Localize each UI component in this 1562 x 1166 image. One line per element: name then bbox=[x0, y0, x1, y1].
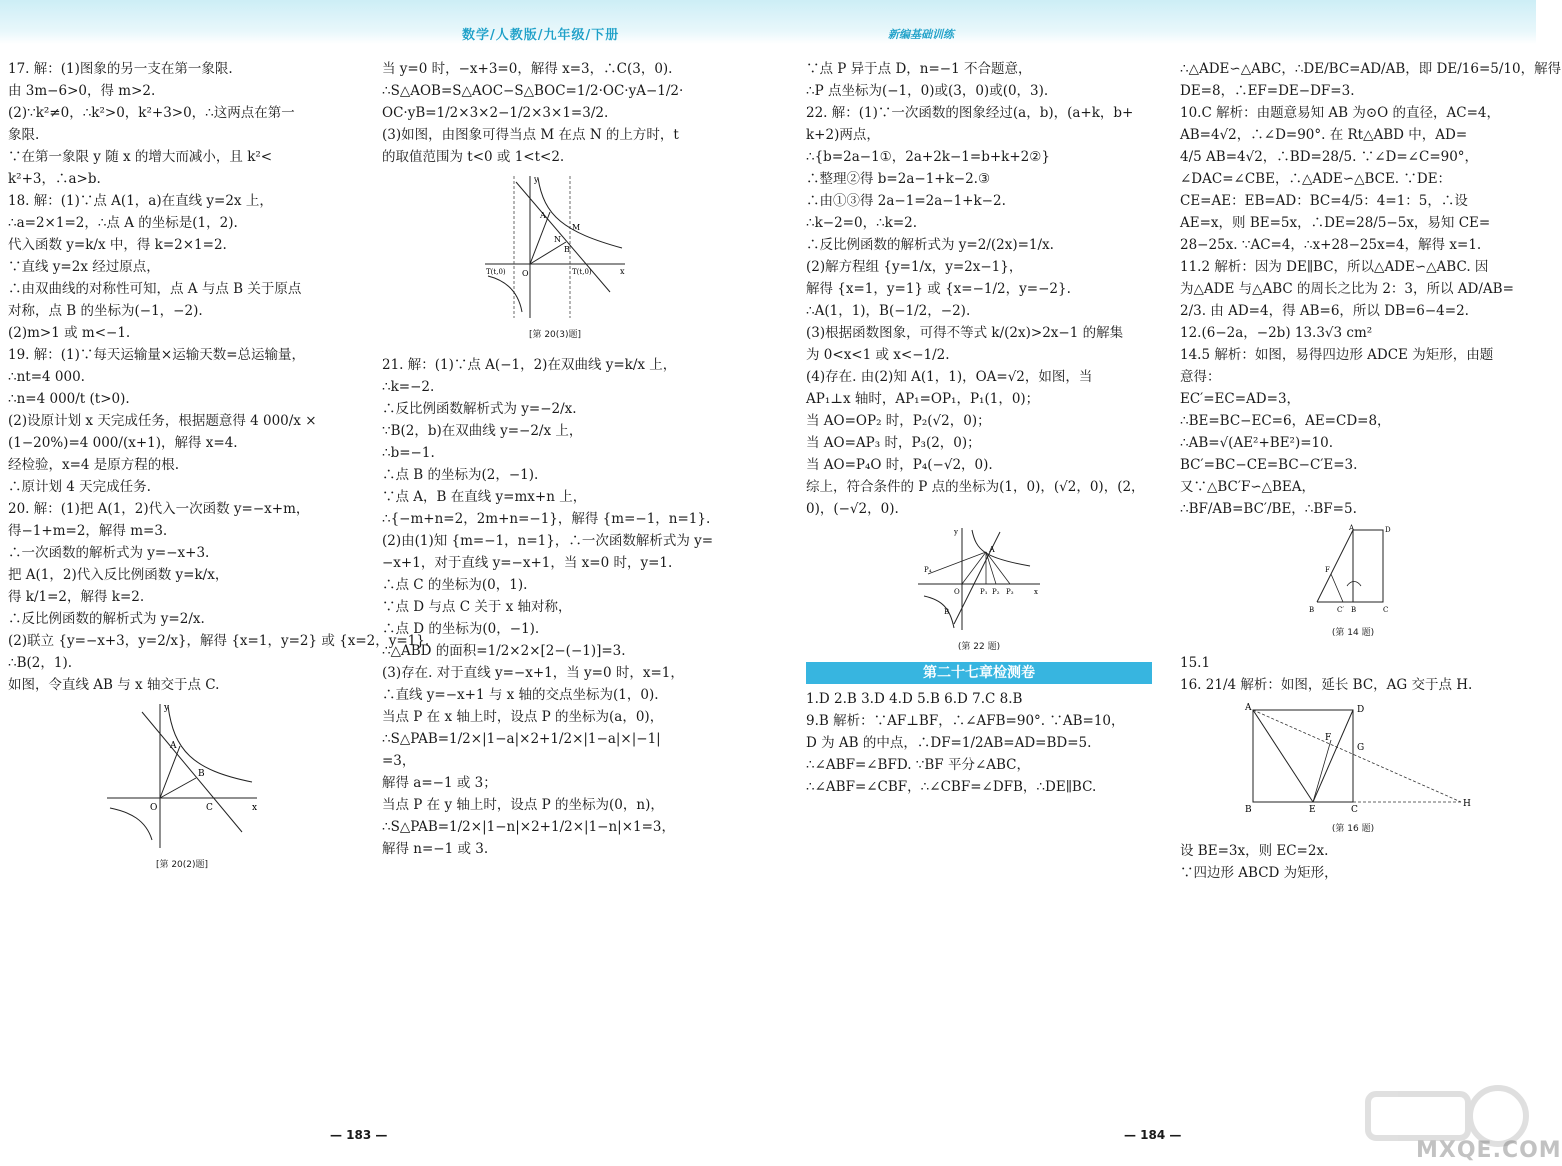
text-line: 当 AO=OP₂ 时，P₂(√2，0)； bbox=[806, 413, 991, 429]
extension-ag bbox=[1253, 710, 1461, 802]
text-line: EC′=EC=AD=3， bbox=[1180, 391, 1301, 407]
text-line: 把 A(1，2)代入反比例函数 y=k/x， bbox=[8, 567, 229, 583]
text-line: 18. 解：(1)∵点 A(1，a)在直线 y=2x 上， bbox=[8, 193, 273, 209]
label-p1: P₁ bbox=[980, 588, 988, 596]
text-line: ∴{b=2a−1①，2a+2k−1=b+k+2②} bbox=[806, 149, 1050, 165]
text-line: D 为 AB 的中点，∴DF=1/2AB=AD=BD=5. bbox=[806, 735, 1092, 751]
text-line: 0)，(−√2，0). bbox=[806, 501, 899, 517]
text-line: 11.2 解析：因为 DE∥BC，所以△ADE∽△ABC. 因 bbox=[1180, 259, 1489, 275]
text-line: 当点 P 在 x 轴上时，设点 P 的坐标为(a，0)， bbox=[382, 709, 664, 725]
text-line: 象限. bbox=[8, 127, 40, 143]
text-line: AE=x，则 BE=5x，∴DE=28/5−5x，易知 CE= bbox=[1180, 215, 1491, 231]
figure-16 bbox=[1233, 700, 1473, 816]
text-line: ∴{−m+n=2，2m+n=−1}，解得 {m=−1，n=1}. bbox=[382, 511, 711, 527]
label-t2: T(t,0) bbox=[572, 268, 592, 276]
text-line: ∴由①③得 2a−1=2a−1+k−2. bbox=[806, 193, 1006, 209]
label-o: O bbox=[954, 588, 960, 596]
label-b: B bbox=[198, 769, 205, 779]
caption-20-3: [第 20(3)题] bbox=[528, 330, 582, 340]
text-line: 设 BE=3x，则 EC=2x. bbox=[1180, 843, 1329, 859]
label-o: O bbox=[522, 269, 529, 278]
text-line: 解得 n=−1 或 3. bbox=[382, 841, 489, 857]
text-line: ∵四边形 ABCD 为矩形， bbox=[1180, 865, 1338, 881]
header-title: 数学/人教版/九年级/下册 bbox=[462, 28, 620, 43]
text-line: 2/3. 由 AD=4，得 AB=6，所以 DB=6−4=2. bbox=[1180, 303, 1469, 319]
watermark-text: MXQE.COM bbox=[1416, 1138, 1562, 1163]
text-line: k+2)两点， bbox=[806, 127, 880, 143]
text-line: ∴∠ABF=∠BFD. ∵BF 平分∠ABC， bbox=[806, 757, 1031, 773]
label-a: A bbox=[989, 545, 995, 554]
label-a: A bbox=[1245, 703, 1252, 713]
label-x: x bbox=[252, 803, 258, 813]
text-line: ∴k=−2. bbox=[382, 379, 435, 395]
text-line: (2)由(1)知 {m=−1，n=1}，∴一次函数解析式为 y= bbox=[382, 533, 714, 549]
text-line: 10.C 解析：由题意易知 AB 为⊙O 的直径，AC=4， bbox=[1180, 105, 1500, 121]
label-o: O bbox=[150, 803, 158, 813]
label-a: A bbox=[170, 741, 177, 751]
label-g: G bbox=[1357, 743, 1365, 753]
column-4 bbox=[1180, 58, 1562, 884]
label-x: x bbox=[1034, 588, 1038, 596]
text-line: DE=8，∴EF=DE−DF=3. bbox=[1180, 83, 1355, 99]
segment-ob bbox=[160, 778, 196, 798]
text-line: 解得 a=−1 或 3； bbox=[382, 775, 497, 791]
text-line: ∵点 D 与点 C 关于 x 轴对称， bbox=[382, 599, 572, 615]
label-b: B bbox=[944, 608, 950, 616]
label-a: A bbox=[1349, 524, 1355, 532]
text-line: 9.B 解析：∵AF⊥BF，∴∠AFB=90°. ∵AB=10， bbox=[806, 713, 1125, 729]
text-line: ∴△ADE∽△ABC，∴DE/BC=AD/AB，即 DE/16=5/10，解得 bbox=[1180, 61, 1562, 77]
text-line: ∴点 C 的坐标为(0，1). bbox=[382, 577, 528, 593]
hyperbola-branch bbox=[168, 706, 252, 782]
text-line: 得 k/1=2，解得 k=2. bbox=[8, 589, 145, 605]
text-line: (3)根据函数图象，可得不等式 k/(2x)>2x−1 的解集 bbox=[806, 325, 1124, 341]
text-line: ∴反比例函数解析式为 y=−2/x. bbox=[382, 401, 577, 417]
caption-14: (第 14 题) bbox=[1331, 628, 1375, 638]
text-line: ∴点 D 的坐标为(0，−1). bbox=[382, 621, 540, 637]
text-line: −x+1，对于直线 y=−x+1，当 x=0 时，y=1. bbox=[382, 555, 673, 571]
text-line: ∴S△PAB=1/2×|1−n|×2+1/2×|1−n|×1=3， bbox=[382, 819, 676, 835]
label-y: y bbox=[164, 703, 170, 713]
figure-20-2 bbox=[102, 700, 262, 852]
rectangle-adce bbox=[1353, 530, 1383, 602]
text-line: ∵直线 y=2x 经过原点， bbox=[8, 259, 160, 275]
text-line: 如图，令直线 AB 与 x 轴交于点 C. bbox=[8, 677, 220, 693]
text-line: ∴nt=4 000. bbox=[8, 369, 85, 385]
text-line: 为 0<x<1 或 x<−1/2. bbox=[806, 347, 950, 363]
hyperbola-branch bbox=[538, 178, 622, 248]
text-line: 15.1 bbox=[1180, 655, 1211, 671]
label-n: N bbox=[554, 235, 561, 244]
text-line: (2)m>1 或 m<−1. bbox=[8, 325, 131, 341]
text-line: ∴S△PAB=1/2×|1−a|×2+1/2×|1−a|×|−1| bbox=[382, 731, 661, 747]
text-line: ∴直线 y=−x+1 与 x 轴的交点坐标为(1，0). bbox=[382, 687, 659, 703]
text-line: CE=AE：EB=AD：BC=4/5：4=1：5，∴设 bbox=[1180, 193, 1468, 209]
text-line: ∠DAC=∠CBE，∴△ADE∽△BCE. ∵DE： bbox=[1180, 171, 1452, 187]
segment-ae bbox=[1253, 710, 1313, 802]
fold-arrow bbox=[1347, 582, 1361, 587]
page-number-left: — 183 — bbox=[330, 1128, 388, 1142]
text-line: ∴由双曲线的对称性可知，点 A 与点 B 关于原点 bbox=[8, 281, 302, 297]
text-line: ∵B(2，b)在双曲线 y=−2/x 上， bbox=[382, 423, 583, 439]
column-3 bbox=[806, 58, 1152, 798]
label-b: B bbox=[1309, 606, 1315, 614]
text-line: ∴反比例函数的解析式为 y=2/x. bbox=[8, 611, 205, 627]
text-line: 1.D 2.B 3.D 4.D 5.B 6.D 7.C 8.B bbox=[806, 691, 1023, 707]
text-line: 由 3m−6>0，得 m>2. bbox=[8, 83, 156, 99]
label-p3: P₃ bbox=[1006, 588, 1014, 596]
rectangle-abcd bbox=[1253, 710, 1353, 802]
label-c: C bbox=[206, 803, 213, 813]
text-line: OC·yB=1/2×3×2−1/2×3×1=3/2. bbox=[382, 105, 609, 121]
text-line: 12.(6−2a，−2b) 13.3√3 cm² bbox=[1180, 325, 1373, 341]
text-line: 4/5 AB=4√2，∴BD=28/5. ∵∠D=∠C=90°， bbox=[1180, 149, 1479, 165]
hyperbola-branch bbox=[488, 276, 522, 312]
text-line: ∵在第一象限 y 随 x 的增大而减小，且 k²< bbox=[8, 149, 273, 165]
text-line: (3)存在. 对于直线 y=−x+1，当 y=0 时，x=1， bbox=[382, 665, 684, 681]
text-line: ∵点 A，B 在直线 y=mx+n 上， bbox=[382, 489, 587, 505]
text-line: ∴BE=BC−EC=6，AE=CD=8， bbox=[1180, 413, 1391, 429]
text-line: ∴n=4 000/t (t>0). bbox=[8, 391, 130, 407]
text-line: ∴一次函数的解析式为 y=−x+3. bbox=[8, 545, 210, 561]
figure-22 bbox=[914, 524, 1044, 634]
text-line: 综上，符合条件的 P 点的坐标为(1，0)，(√2，0)，(2， bbox=[806, 479, 1145, 495]
text-line: ∵点 P 异于点 D，n=−1 不合题意， bbox=[806, 61, 1032, 77]
text-line: =3， bbox=[382, 753, 416, 769]
text-line: AP₁⊥x 轴时，AP₁=OP₁，P₁(1，0)； bbox=[806, 391, 1040, 407]
label-d: D bbox=[1357, 705, 1365, 715]
text-line: 当 AO=AP₃ 时，P₃(2，0)； bbox=[806, 435, 981, 451]
label-p4: P₄ bbox=[924, 566, 932, 574]
header-band bbox=[0, 0, 1536, 44]
text-line: ∴k−2=0，∴k=2. bbox=[806, 215, 918, 231]
label-m: M bbox=[572, 223, 581, 232]
label-f: F bbox=[1325, 566, 1330, 574]
label-t1: T(t,0) bbox=[486, 268, 506, 276]
label-b: B bbox=[1245, 805, 1252, 815]
label-b: B bbox=[564, 245, 570, 254]
text-line: ∴S△AOB=S△AOC−S△BOC=1/2·OC·yA−1/2· bbox=[382, 83, 684, 99]
text-line: ∴a=2×1=2，∴点 A 的坐标是(1，2). bbox=[8, 215, 238, 231]
label-e: E bbox=[1309, 805, 1316, 815]
label-x: x bbox=[620, 267, 625, 276]
text-line: (3)如图，由图象可得当点 M 在点 N 的上方时，t bbox=[382, 127, 679, 143]
column-1 bbox=[8, 58, 430, 876]
label-a: A bbox=[540, 211, 546, 220]
segment-fc bbox=[1331, 574, 1343, 602]
text-line: 当 y=0 时，−x+3=0，解得 x=3，∴C(3，0). bbox=[382, 61, 673, 77]
segment-oa bbox=[160, 746, 180, 798]
caption-20-2: [第 20(2)题] bbox=[155, 860, 209, 870]
segment-ob bbox=[530, 242, 566, 264]
text-line: 经检验，x=4 是原方程的根. bbox=[8, 457, 180, 473]
text-line: 16. 21/4 解析：如图，延长 BC，AG 交于点 H. bbox=[1180, 677, 1473, 693]
text-line: 22. 解：(1)∵一次函数的图象经过(a，b)，(a+k，b+ bbox=[806, 105, 1134, 121]
text-line: 当点 P 在 y 轴上时，设点 P 的坐标为(0，n)， bbox=[382, 797, 664, 813]
hyperbola-branch bbox=[110, 808, 152, 840]
caption-22: (第 22 题) bbox=[957, 642, 1001, 652]
text-line: ∴B(2，1). bbox=[8, 655, 73, 671]
text-line: 的取值范围为 t<0 或 1<t<2. bbox=[382, 149, 565, 165]
text-line: ∴整理②得 b=2a−1+k−2.③ bbox=[806, 171, 991, 187]
text-line: (2)解方程组 {y=1/x，y=2x−1}， bbox=[806, 259, 1023, 275]
text-line: 19. 解：(1)∵每天运输量×运输天数=总运输量， bbox=[8, 347, 306, 363]
text-line: 17. 解：(1)图象的另一支在第一象限. bbox=[8, 61, 233, 77]
label-p2: P₂ bbox=[992, 588, 1000, 596]
hyperbola-branch bbox=[972, 530, 1030, 566]
text-line: ∴点 B 的坐标为(2，−1). bbox=[382, 467, 539, 483]
text-line: (4)存在. 由(2)知 A(1，1)，OA=√2，如图，当 bbox=[806, 369, 1093, 385]
text-line: (2)∵k²≠0，∴k²>0，k²+3>0，∴这两点在第一 bbox=[8, 105, 295, 121]
label-h: H bbox=[1463, 799, 1471, 809]
text-line: 20. 解：(1)把 A(1，2)代入一次函数 y=−x+m， bbox=[8, 501, 310, 517]
text-line: 意得： bbox=[1180, 369, 1221, 385]
segment-ap3 bbox=[986, 552, 1010, 584]
text-line: ∴△ABD 的面积=1/2×2×[2−(−1)]=3. bbox=[382, 643, 626, 659]
text-line: AB=4√2，∴∠D=90°. 在 Rt△ABD 中，AD= bbox=[1180, 127, 1468, 143]
text-line: 解得 {x=1，y=1} 或 {x=−1/2，y=−2}. bbox=[806, 281, 1071, 297]
text-line: 又∵△BC′F∽△BEA， bbox=[1180, 479, 1316, 495]
text-line: (1−20%)=4 000/(x+1)，解得 x=4. bbox=[8, 435, 238, 451]
text-line: 当 AO=P₄O 时，P₄(−√2，0). bbox=[806, 457, 993, 473]
text-line: ∴∠ABF=∠CBF，∴∠CBF=∠DFB，∴DE∥BC. bbox=[806, 779, 1097, 795]
label-y: y bbox=[954, 528, 958, 536]
text-line: ∴AB=√(AE²+BE²)=10. bbox=[1180, 435, 1334, 451]
label-y: y bbox=[534, 175, 539, 184]
text-line: ∴BF/AB=BC′/BE，∴BF=5. bbox=[1180, 501, 1357, 517]
text-line: 代入函数 y=k/x 中，得 k=2×1=2. bbox=[8, 237, 227, 253]
segment-ab bbox=[1317, 530, 1353, 602]
label-cprime: C′ bbox=[1337, 606, 1344, 614]
label-c: C bbox=[1383, 606, 1389, 614]
label-d: D bbox=[1385, 526, 1391, 534]
text-line: 21. 解：(1)∵点 A(−1，2)在双曲线 y=k/x 上， bbox=[382, 357, 677, 373]
label-c: C bbox=[1351, 805, 1358, 815]
text-line: ∴A(1，1)，B(−1/2，−2). bbox=[806, 303, 971, 319]
text-line: 28−25x. ∵AC=4，∴x+28−25x=4，解得 x=1. bbox=[1180, 237, 1482, 253]
text-line: 14.5 解析：如图，易得四边形 ADCE 为矩形，由题 bbox=[1180, 347, 1494, 363]
hyperbola-branch bbox=[924, 596, 954, 628]
text-line: (2)设原计划 x 天完成任务，根据题意得 4 000/x × bbox=[8, 413, 317, 429]
caption-16: (第 16 题) bbox=[1331, 824, 1375, 834]
text-line: (2)联立 {y=−x+3，y=2/x}，解得 {x=1，y=2} 或 {x=2，y=1}. bbox=[8, 633, 430, 649]
segment-ef bbox=[1313, 740, 1331, 802]
text-line: 得−1+m=2，解得 m=3. bbox=[8, 523, 168, 539]
text-line: 为△ADE 与△ABC 的周长之比为 2：3，所以 AD/AB= bbox=[1180, 281, 1514, 297]
label-e: B bbox=[1351, 606, 1357, 614]
label-f: F bbox=[1325, 733, 1332, 743]
header-series: 新编基础训练 bbox=[888, 28, 954, 41]
text-line: ∴P 点坐标为(−1，0)或(3，0)或(0，3). bbox=[806, 83, 1049, 99]
page-number-right: — 184 — bbox=[1124, 1128, 1182, 1142]
text-line: 对称，点 B 的坐标为(−1，−2). bbox=[8, 303, 203, 319]
text-line: BC′=BC−CE=BC−C′E=3. bbox=[1180, 457, 1358, 473]
line-ab bbox=[142, 712, 242, 832]
text-line: ∴b=−1. bbox=[382, 445, 435, 461]
figure-14 bbox=[1303, 524, 1403, 620]
text-line: ∴原计划 4 天完成任务. bbox=[8, 479, 151, 495]
text-line: ∴反比例函数的解析式为 y=2/(2x)=1/x. bbox=[806, 237, 1054, 253]
figure-20-3 bbox=[480, 172, 630, 322]
segment-ed bbox=[1313, 710, 1353, 802]
text-line: k²+3，∴a>b. bbox=[8, 171, 101, 187]
column-2 bbox=[382, 58, 728, 860]
section-title: 第二十七章检测卷 bbox=[806, 662, 1152, 684]
